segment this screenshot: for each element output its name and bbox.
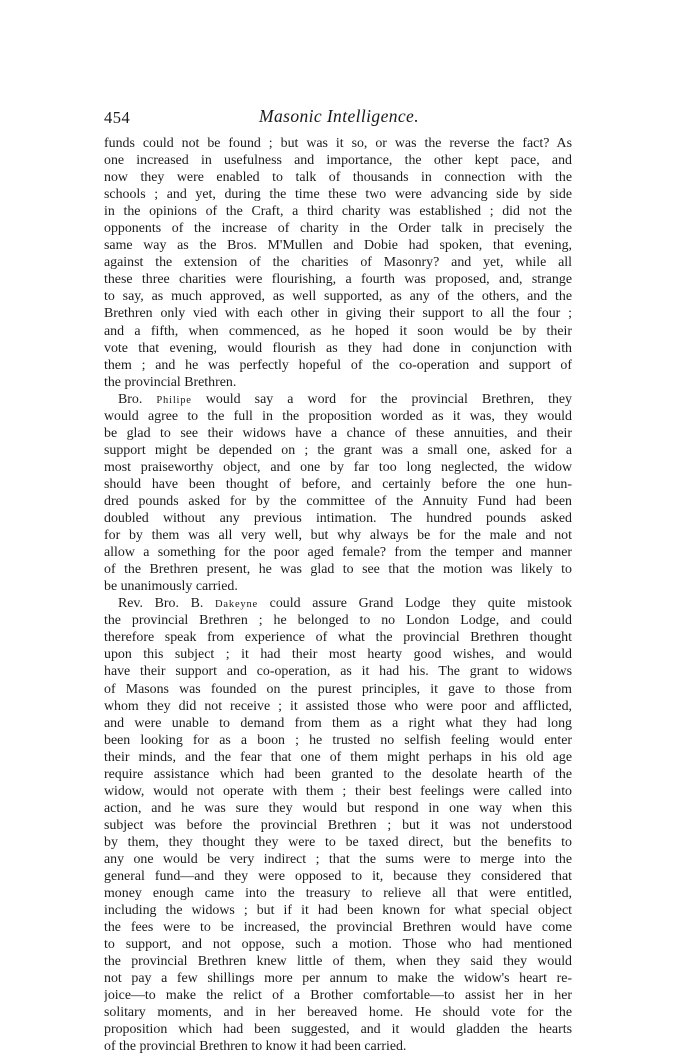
text-line: therefore speak from experience of what the provincial Brethren thought	[104, 630, 572, 646]
text-line: them ; and he was perfectly hopeful of the co-operation and support of	[104, 357, 572, 373]
paragraph-2	[104, 391, 572, 596]
text-line: support might be depended on ; the grant was a small one, asked for a	[104, 442, 572, 458]
speaker-prefix: Bro.	[118, 391, 157, 407]
text-line: in the opinions of the Craft, a third charity was established ; did not the	[104, 204, 572, 220]
running-title: Masonic Intelligence.	[258, 106, 419, 126]
text-line: not pay a few shillings more per annum to make the widow's heart re-	[104, 971, 572, 987]
text-line: upon this subject ; it had their most hearty good wishes, and would	[104, 647, 572, 663]
text-line: funds could not be found ; but was it so, or was the reverse the fact? As	[104, 136, 572, 151]
text-line: solitary moments, and in her bereaved home. He should vote for the	[104, 1005, 572, 1021]
text-line: and a fifth, when commenced, as he hoped it soon would be by their	[104, 323, 572, 339]
text-line: allow a something for the poor aged female? from the temper and manner	[104, 545, 572, 561]
paragraph-1	[104, 135, 572, 391]
text-line: general fund—and they were opposed to it, because they considered that	[104, 869, 572, 885]
paragraph-3	[104, 595, 572, 1055]
text-line: vote that evening, would flourish as they had done in conjunction with	[104, 340, 572, 356]
text-line: now they were enabled to talk of thousands in connection with the	[104, 170, 572, 186]
speaker-line	[104, 391, 572, 408]
text-line: have their support and co-operation, as it had his. The grant to widows	[104, 664, 572, 680]
text-line: be unanimously carried.	[104, 579, 238, 595]
text-line: of the Brethren present, he was glad to see that the motion was likely to	[104, 562, 572, 578]
text-line: the provincial Brethren.	[104, 374, 237, 390]
text-line: money enough came into the treasury to relieve all that were entitled,	[104, 886, 572, 902]
text-line: and were unable to demand from them as a right what they had long	[104, 715, 572, 731]
text-line: most praiseworthy object, and one by far too long neglected, the widow	[104, 459, 572, 475]
text-line: of Masons was founded on the purest principles, it gave to those from	[104, 681, 572, 697]
page-number: 454	[104, 108, 131, 127]
text-line: would agree to the full in the proposition worded as it was, they would	[104, 408, 572, 424]
text-line: proposition which had been suggested, and it would gladden the hearts	[104, 1022, 572, 1038]
text-line: dred pounds asked for by the committee of the Annuity Fund had been	[104, 493, 572, 509]
text-line: the fees were to be increased, the provincial Brethren would have come	[104, 920, 572, 936]
speaker-line	[104, 595, 572, 612]
text-line: by them, they thought they were to be taxed direct, but the benefits to	[104, 834, 572, 850]
text-line: widow, would not operate with them ; their best feelings were called into	[104, 783, 572, 799]
text-line: against the extension of the charities of Masonry? and yet, while all	[104, 255, 572, 271]
text-line: should have been thought of before, and certainly before the one hun-	[104, 476, 572, 492]
text-line: same way as the Bros. M'Mullen and Dobie had spoken, that evening,	[104, 238, 572, 254]
text-line: including the widows ; but if it had been known for what special object	[104, 903, 572, 919]
text-line: joice—to make the relict of a Brother comfortable—to assist her in her	[104, 988, 572, 1004]
speaker-name: Dakeyne	[215, 599, 258, 611]
text-line: subject was before the provincial Brethren ; but it was not understood	[104, 817, 572, 833]
text-fragment: could assure Grand Lodge they quite mistook	[257, 596, 572, 612]
speaker-prefix: Rev. Bro. B.	[118, 596, 216, 612]
text-line: the provincial Brethren ; he belonged to no London Lodge, and could	[104, 613, 572, 629]
text-line: action, and he was sure they would but respond in one way when this	[104, 800, 572, 816]
text-line: any one would be very indirect ; that the sums were to merge into the	[104, 851, 572, 867]
body-text	[104, 135, 572, 1056]
text-line: to say, as much approved, as well supported, as any of the others, and the	[104, 289, 572, 305]
speaker-name: Philipe	[156, 394, 192, 406]
text-line: opponents of the increase of charity in the Order talk in precisely the	[104, 221, 572, 237]
text-line: one increased in usefulness and importance, the other kept pace, and	[104, 153, 572, 169]
text-line: their minds, and the fear that one of them might perhaps in his old age	[104, 749, 572, 765]
text-line: for by them was all very well, but why always be for the male and not	[104, 528, 572, 544]
text-line: doubled without any previous intimation. The hundred pounds asked	[104, 511, 572, 527]
text-line: the provincial Brethren knew little of them, when they said they would	[104, 954, 572, 970]
text-line: to support, and not oppose, such a motion. Those who had mentioned	[104, 937, 572, 953]
text-fragment: would say a word for the provincial Brethren, they	[191, 391, 572, 407]
text-line: require assistance which had been granted to the desolate hearth of the	[104, 766, 572, 782]
text-line: of the provincial Brethren to know it had been carried.	[104, 1039, 407, 1055]
text-line: these three charities were flourishing, a fourth was proposed, and, strange	[104, 272, 572, 288]
text-line: be glad to see their widows have a chance of these annuities, and their	[104, 425, 572, 441]
text-line: schools ; and yet, during the time these two were advancing side by side	[104, 187, 572, 203]
text-line: been looking for as a boon ; he trusted no selfish feeling would enter	[104, 732, 572, 748]
running-head	[104, 106, 574, 130]
text-line: Brethren only vied with each other in giving their support to all the four ;	[104, 306, 572, 322]
text-line: whom they did not receive ; it assisted those who were poor and afflicted,	[104, 698, 572, 714]
